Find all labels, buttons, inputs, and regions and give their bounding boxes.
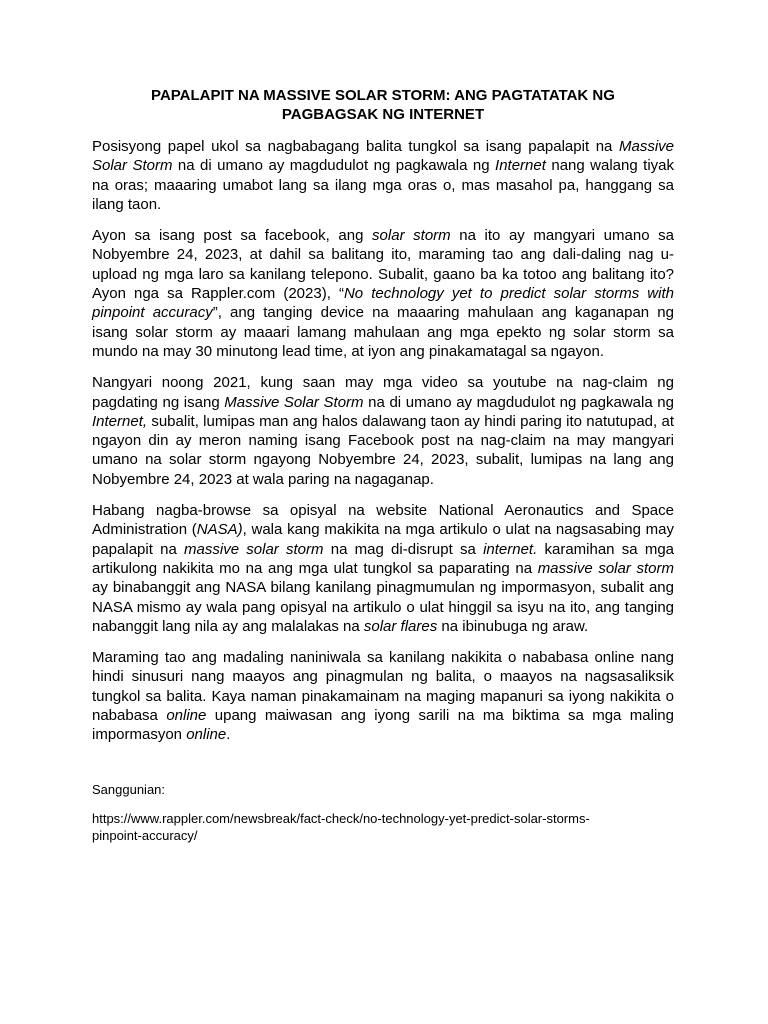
p4-text-1: Habang nagba-browse sa opisyal na website National Aeronautics and Space Administration ( [92, 502, 674, 539]
p5-italic-2: online [186, 726, 227, 744]
document-title [92, 86, 674, 124]
p4-text-6: na ibinubuga ng araw. [437, 617, 589, 635]
p2-text-3: ”, ang tanging device na maaaring mahulaan ang kaganapan ng isang solar storm ay maaari lamang mahulaan ang mga epekto ng solar storm sa mundo na may 30 minutong lead time, at iyon ang pinakamatagal sa ngayon. [92, 304, 674, 360]
p5-text-1: Maraming tao ang madaling naniniwala sa kanilang nakikita o nababasa online nang hindi sinusuri nang maayos ang pinagmulan ng balita, o maayos na nagsasaliksik tungkol sa balita. Kaya naman pinakamainam na maging mapanuri sa iyong nakikita o nababasa [92, 649, 674, 725]
reference-url-line-1[interactable]: https://www.rappler.com/newsbreak/fact-check/no-technology-yet-predict-solar-storms- [92, 810, 590, 826]
p5-text-3: . [226, 726, 231, 744]
reference-link[interactable] [92, 810, 674, 844]
p4-italic-2: massive solar storm [184, 540, 324, 558]
document-page [92, 86, 674, 844]
paragraph-2 [92, 226, 674, 361]
reference-url-line-2[interactable]: pinpoint-accuracy/ [92, 827, 198, 843]
p2-italic-2: No technology yet to predict solar storms with pinpoint accuracy [92, 285, 674, 322]
p1-text-1: Posisyong papel ukol sa nagbabagang balita tungkol sa isang papalapit na [92, 138, 619, 155]
paragraph-1 [92, 137, 674, 214]
title-line-1: PAPALAPIT NA MASSIVE SOLAR STORM: ANG PAGTATATAK NG [151, 87, 615, 104]
title-line-2: PAGBAGSAK NG INTERNET [281, 106, 485, 123]
p2-text-1: Ayon sa isang post sa facebook, ang [92, 227, 373, 245]
p4-text-3: na mag di-disrupt sa [323, 540, 484, 558]
p3-italic-1: Massive Solar Storm [224, 393, 364, 411]
p4-text-5: ay binabanggit ang NASA bilang kanilang pinagmumulan ng impormasyon, subalit ang NASA mismo ay wala pang opisyal na artikulo o ulat hinggil sa isyu na ito, ang tanging nabanggit lang nila ay ang malalakas na [92, 579, 674, 635]
p4-italic-5: solar flares [363, 617, 438, 635]
p3-text-3: subalit, lumipas man ang halos dalawang taon ay hindi paring ito natutupad, at ngayon din ay meron naming isang Facebook post na nag-claim na may mangyari umano na solar storm ngayong Nobyembre 24, 2023, subalit, lumipas na lang ang Nobyembre 24, 2023 at wala paring na nagaganap. [92, 412, 674, 488]
p4-text-4: karamihan sa mga artikulong nakikita mo na ang mga ulat tungkol sa paparating na [92, 540, 675, 577]
p4-italic-3: internet. [483, 540, 538, 558]
p3-text-2: na di umano ay magdudulot ng pagkawala ng [363, 393, 674, 411]
p1-text-3: nang walang tiyak na oras; maaaring umabot lang sa ilang mga oras o, mas masahol pa, hanggang sa ilang taon. [92, 157, 674, 213]
paragraph-4 [92, 501, 674, 636]
paragraph-3 [92, 373, 674, 489]
p4-text-2: , wala kang makikita na mga artikulo o ulat na nagsasabing may papalapit na [92, 521, 674, 558]
p2-italic-1: solar storm [372, 227, 451, 245]
p1-italic-1: Massive Solar Storm [92, 138, 674, 175]
p5-text-2: upang maiwasan ang iyong sarili na ma biktima sa mga maling impormasyon [92, 707, 674, 744]
references-heading: Sanggunian: [92, 781, 166, 797]
references-section [92, 781, 674, 844]
p3-italic-2: Internet, [92, 412, 148, 430]
p1-text-2: na di umano ay magdudulot ng pagkawala ng [172, 157, 496, 175]
p1-italic-2: Internet [495, 157, 546, 175]
p3-text-1: Nangyari noong 2021, kung saan may mga video sa youtube na nag-claim ng pagdating ng isang [92, 374, 674, 411]
p2-text-2: na ito ay mangyari umano sa Nobyembre 24, 2023, at dahil sa balitang ito, maraming tao ang dali-daling nag u-upload ng mga laro sa kanilang telepono. Subalit, gaano ba ka totoo ang balitang ito? Ayon nga sa Rappler.com (2023), “ [92, 227, 674, 303]
p5-italic-1: online [166, 707, 207, 725]
p4-italic-4: massive solar storm [537, 559, 674, 577]
p4-italic-1: NASA) [196, 521, 243, 539]
paragraph-5 [92, 648, 674, 744]
